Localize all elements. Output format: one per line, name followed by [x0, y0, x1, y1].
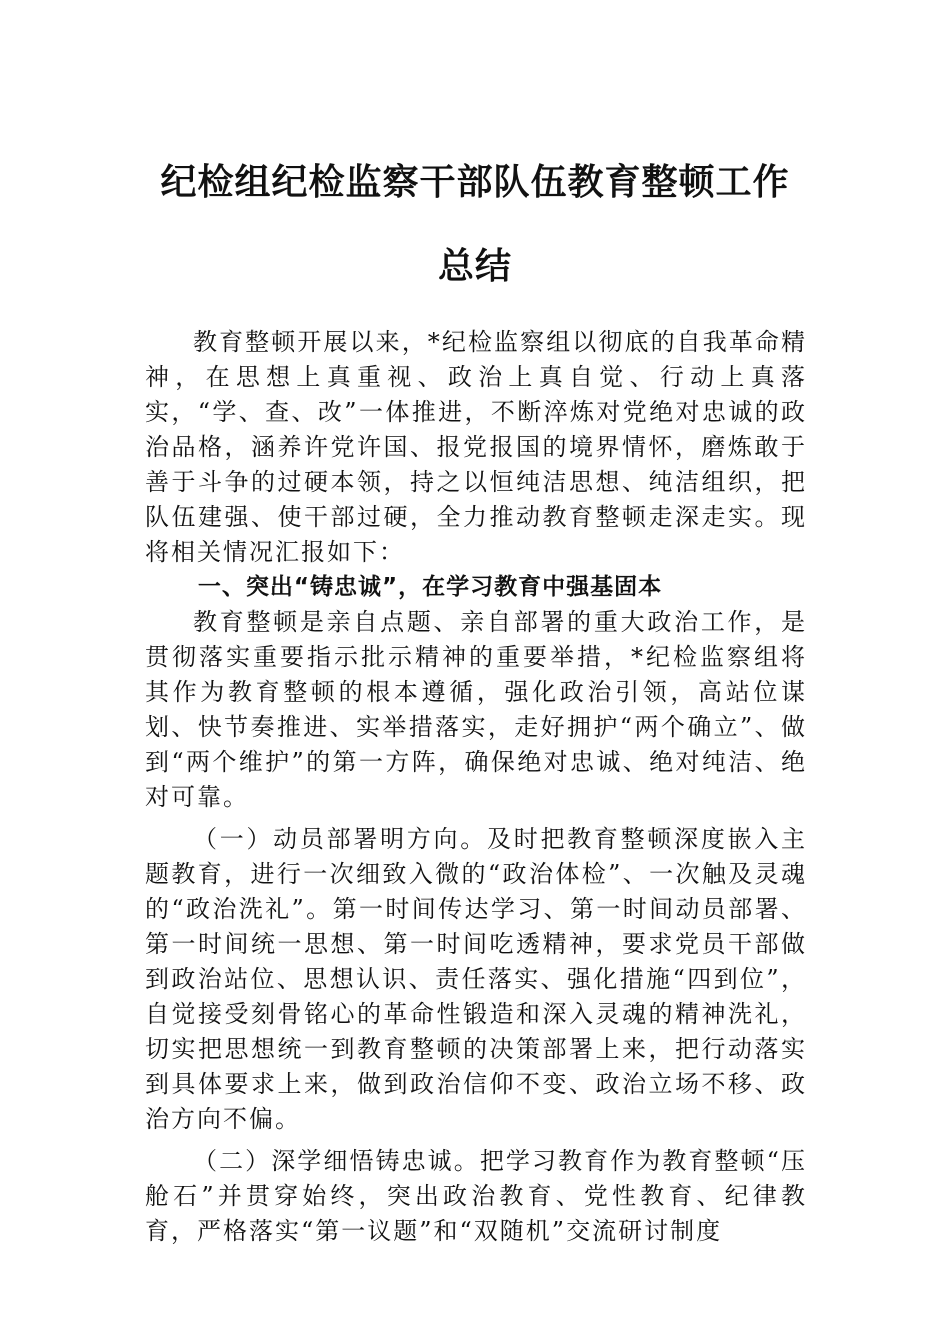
item-1-paragraph: （一）动员部署明方向。及时把教育整顿深度嵌入主题教育，进行一次细致入微的“政治体检”、一次触及灵魂的“政治洗礼”。第一时间传达学习、第一时间动员部署、第一时间统一思想、第一时间吃透精神，要求党员干部做到政治站位、思想认识、责任落实、强化措施“四到位”，自觉接受刻骨铭心的革命性锻造和深入灵魂的精神洗礼，切实把思想统一到教育整顿的决策部署上来，把行动落实到具体要求上来，做到政治信仰不变、政治立场不移、政治方向不偏。	[145, 825, 807, 1133]
paragraph-spacer	[145, 1137, 807, 1144]
section-1-paragraph: 教育整顿是亲自点题、亲自部署的重大政治工作，是贯彻落实重要指示批示精神的重要举措，*纪检监察组将其作为教育整顿的根本遵循，强化政治引领，高站位谋划、快节奏推进、实举措落实，走好拥护“两个确立”、做到“两个维护”的第一方阵，确保绝对忠诚、绝对纯洁、绝对可靠。	[145, 608, 807, 811]
document-body	[145, 325, 807, 1249]
item-2-paragraph: （二）深学细悟铸忠诚。把学习教育作为教育整顿“压舱石”并贯穿始终，突出政治教育、党性教育、纪律教育，严格落实“第一议题”和“双随机”交流研讨制度	[145, 1147, 807, 1245]
document-title: 纪检组纪检监察干部队伍教育整顿工作总结	[160, 161, 790, 287]
intro-paragraph: 教育整顿开展以来，*纪检监察组以彻底的自我革命精神，在思想上真重视、政治上真自觉、行动上真落实，“学、查、改”一体推进，不断淬炼对党绝对忠诚的政治品格，涵养许党许国、报党报国的境界情怀，磨炼敢于善于斗争的过硬本领，持之以恒纯洁思想、纯洁组织，把队伍建强、使干部过硬，全力推动教育整顿走深走实。现将相关情况汇报如下：	[145, 328, 807, 566]
section-1-heading: 一、突出“铸忠诚”，在学习教育中强基固本	[197, 574, 663, 600]
paragraph-spacer	[145, 815, 807, 822]
